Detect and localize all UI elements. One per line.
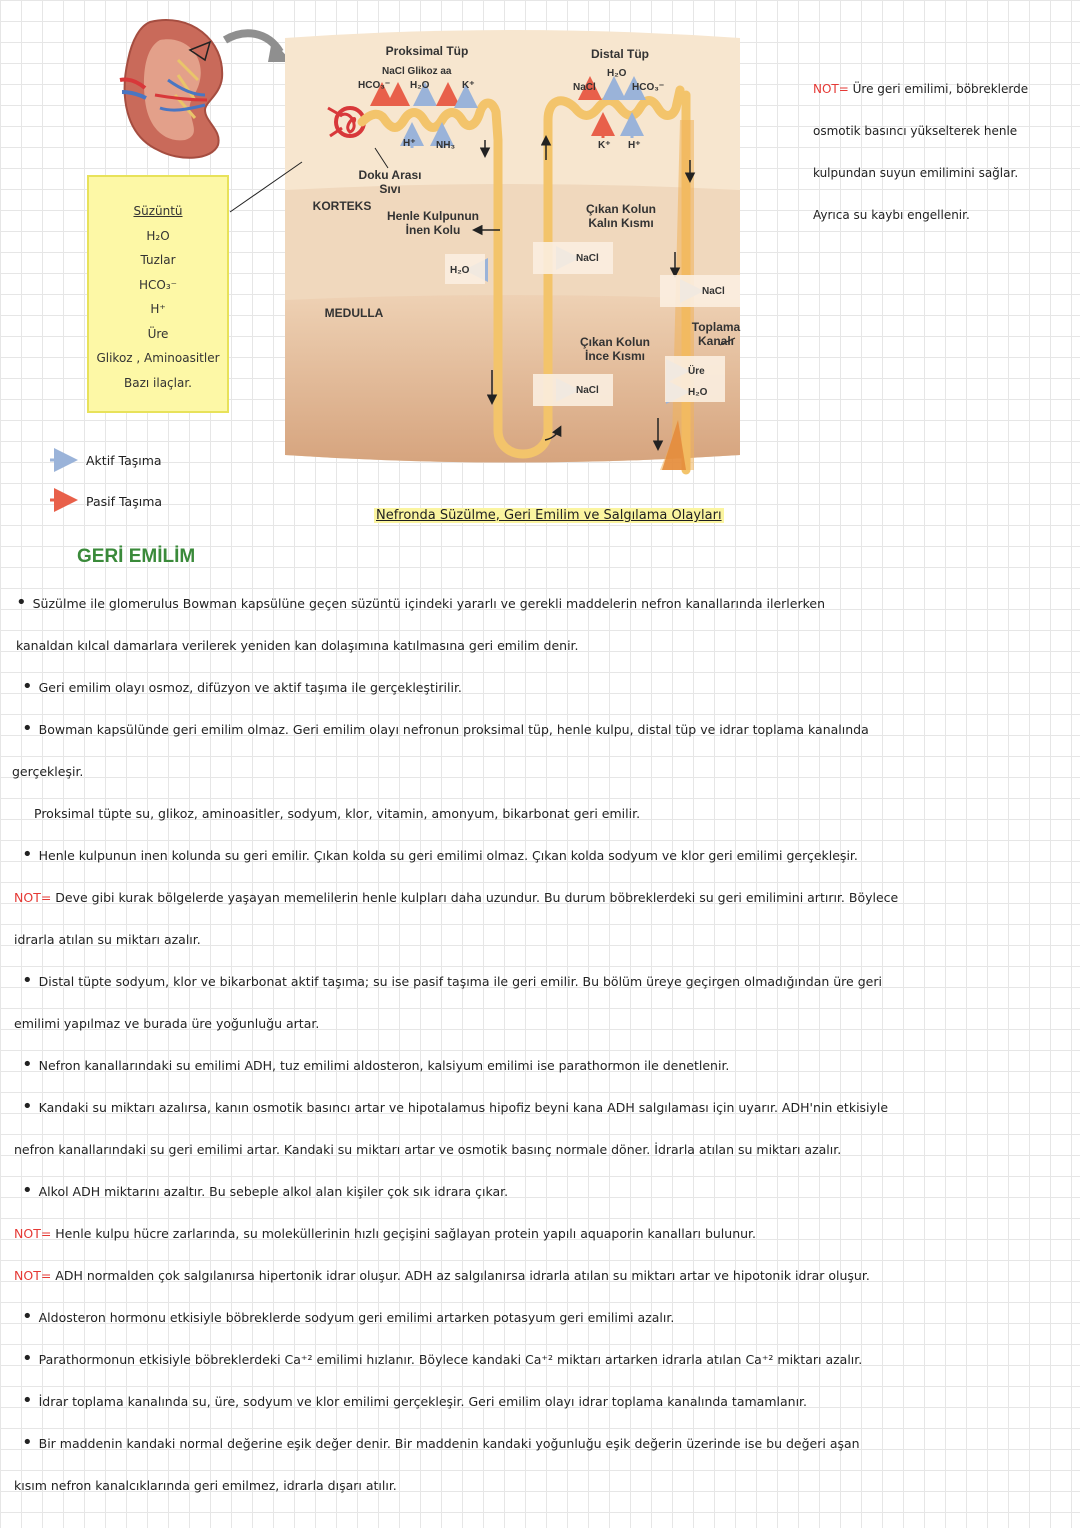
body-line: Bir maddenin kandaki normal değerine eşik değer denir. Bir maddenin kandaki yoğunluğu eşik değerin üzerinde ise bu değeri aşan [38, 1436, 860, 1451]
body-line: Alkol ADH miktarını azaltır. Bu sebeple alkol alan kişiler çok sık idrara çıkar. [38, 1184, 509, 1199]
body-line: Proksimal tüpte su, glikoz, aminoasitler, sodyum, klor, vitamin, amonyum, bikarbonat geri emilir. [34, 806, 641, 821]
nacl-label-3: NaCl [576, 385, 599, 396]
filtrate-box [87, 175, 229, 413]
distal-h2o: H₂O [607, 68, 627, 79]
body-line: İdrar toplama kanalında su, üre, sodyum ve klor emilimi gerçekleşir. Geri emilim olayı idrar toplama kanalında tamamlanır. [38, 1394, 808, 1409]
body-line: Bowman kapsülünde geri emilim olmaz. Geri emilim olayı nefronun proksimal tüp, henle kulpu, distal tüp ve idrar toplama kanalında [38, 722, 869, 737]
note-prefix: NOT= [14, 1226, 52, 1241]
filtrate-item: H₂O [146, 228, 170, 243]
body-line: Henle kulpunun inen kolunda su geri emilir. Çıkan kolda su geri emilimi olmaz. Çıkan kolda sodyum ve klor geri emilimi gerçekleşir. [38, 848, 858, 863]
proksimal-top-row: NaCl Glikoz aa [382, 66, 452, 77]
nacl-label-1: NaCl [576, 253, 599, 264]
legend-passive: Pasif Taşıma [86, 494, 163, 509]
note-prefix: NOT= [813, 82, 849, 96]
proksimal-ion-nh3: NH₃ [436, 140, 456, 151]
medulla-label: MEDULLA [324, 306, 384, 320]
diagram-caption: Nefronda Süzülme, Geri Emilim ve Salgılama Olayları [376, 508, 722, 523]
nacl-label-2: NaCl [702, 286, 725, 297]
legend-active: Aktif Taşıma [86, 453, 162, 468]
cikan-ince-label: Çıkan Kolun İnce Kısmı [579, 335, 650, 363]
body-line: Aldosteron hormonu etkisiyle böbreklerde sodyum geri emilimi artarken potasyum geri emilimi azalır. [38, 1310, 675, 1325]
filtrate-item: Glikoz , Aminoasitler [96, 351, 220, 365]
top-note [813, 68, 1073, 236]
filtrate-item: H⁺ [150, 302, 166, 316]
body-line: emilimi yapılmaz ve burada üre yoğunluğu artar. [14, 1016, 320, 1031]
proksimal-ion-h2o: H₂O [410, 80, 430, 91]
body-line: Distal tüpte sodyum, klor ve bikarbonat aktif taşıma; su ise pasif taşıma ile geri emilir. Bu bölüm üreye geçirgen olmadığından üre geri [38, 974, 882, 989]
h2o-mid-label: H₂O [450, 265, 470, 276]
proksimal-ion-hco3: HCO₃⁻ [358, 80, 391, 91]
distal-ion-nacl: NaCl [573, 82, 596, 93]
body-line: kısım nefron kanalcıklarında geri emilmez, idrarla dışarı atılır. [14, 1478, 397, 1493]
proksimal-tup-label: Proksimal Tüp [385, 44, 469, 58]
distal-ion-hco3: HCO₃⁻ [632, 82, 665, 93]
body-line: NOT= Deve gibi kurak bölgelerde yaşayan memelilerin henle kulpları daha uzundur. Bu durum böbreklerdeki su geri emilimini artırır. Böylece [14, 890, 899, 905]
proksimal-ion-k: K⁺ [462, 80, 475, 91]
body-line: Nefron kanallarındaki su emilimi ADH, tuz emilimi aldosteron, kalsiyum emilimi ise parathormon ile denetlenir. [38, 1058, 730, 1073]
distal-tup-label: Distal Tüp [590, 47, 649, 61]
ure-label: Üre [688, 366, 705, 377]
h2o-low-label: H₂O [688, 387, 708, 398]
note-line: Ayrıca su kaybı engellenir. [813, 208, 970, 222]
body-line: Geri emilim olayı osmoz, difüzyon ve aktif taşıma ile gerçekleştirilir. [38, 680, 462, 695]
korteks-label: KORTEKS [312, 199, 372, 213]
body-line: Süzülme ile glomerulus Bowman kapsülüne geçen süzüntü içindeki yararlı ve gerekli maddelerin nefron kanallarında ilerlerken [32, 596, 825, 611]
body-line: NOT= Henle kulpu hücre zarlarında, su moleküllerinin hızlı geçişini sağlayan protein yapılı aquaporin kanalları bulunur. [14, 1226, 757, 1241]
filtrate-item: Üre [147, 326, 169, 341]
proksimal-ion-h: H⁺ [403, 138, 416, 149]
note-line: osmotik basıncı yükselterek henle [813, 124, 1018, 138]
note-line: kulpundan suyun emilimini sağlar. [813, 166, 1019, 180]
body-line: Kandaki su miktarı azalırsa, kanın osmotik basıncı artar ve hipotalamus hipofiz beyni kana ADH salgılaması için uyarır. ADH'nin etkisiyle [38, 1100, 889, 1115]
body-line: idrarla atılan su miktarı azalır. [14, 932, 201, 947]
body-line: Parathormonun etkisiyle böbreklerdeki Ca⁺² emilimi hızlanır. Böylece kandaki Ca⁺² miktarı artarken idrarla atılan Ca⁺² miktarı azalır. [38, 1352, 863, 1367]
distal-ion-h: H⁺ [628, 140, 641, 151]
body-line: gerçekleşir. [12, 764, 84, 779]
distal-ion-k: K⁺ [598, 140, 611, 151]
filtrate-item: Tuzlar [140, 253, 176, 267]
section-title: GERİ EMİLİM [77, 546, 196, 567]
filtrate-item: HCO₃⁻ [139, 277, 177, 292]
body-line: nefron kanallarındaki su geri emilimi artar. Kandaki su miktarı artar ve osmotik basınç normale döner. İdrarla atılan su miktarı azalır. [14, 1142, 842, 1157]
filtrate-item: Bazı ilaçlar. [124, 375, 192, 390]
note-line: Üre geri emilimi, böbreklerde [852, 82, 1029, 96]
toplama-kanali-label: Toplama Kanalı [691, 320, 741, 348]
cikan-kalin-label: Çıkan Kolun Kalın Kısmı [585, 202, 656, 230]
body-line: kanaldan kılcal damarlara verilerek yeniden kan dolaşımına katılmasına geri emilim denir. [16, 638, 579, 653]
body-line: NOT= ADH normalden çok salgılanırsa hipertonik idrar oluşur. ADH az salgılanırsa idrarla atılan su miktarı artar ve hipotonik idrar oluşur. [14, 1268, 870, 1283]
note-prefix: NOT= [14, 890, 52, 905]
note-prefix: NOT= [14, 1268, 52, 1283]
kidney-illustration [120, 20, 222, 158]
henle-inen-label: Henle Kulpunun İnen Kolu [387, 209, 479, 237]
filtrate-title: Süzüntü [133, 204, 183, 218]
doku-arasi-label: Doku Arası Sıvı [358, 168, 422, 196]
